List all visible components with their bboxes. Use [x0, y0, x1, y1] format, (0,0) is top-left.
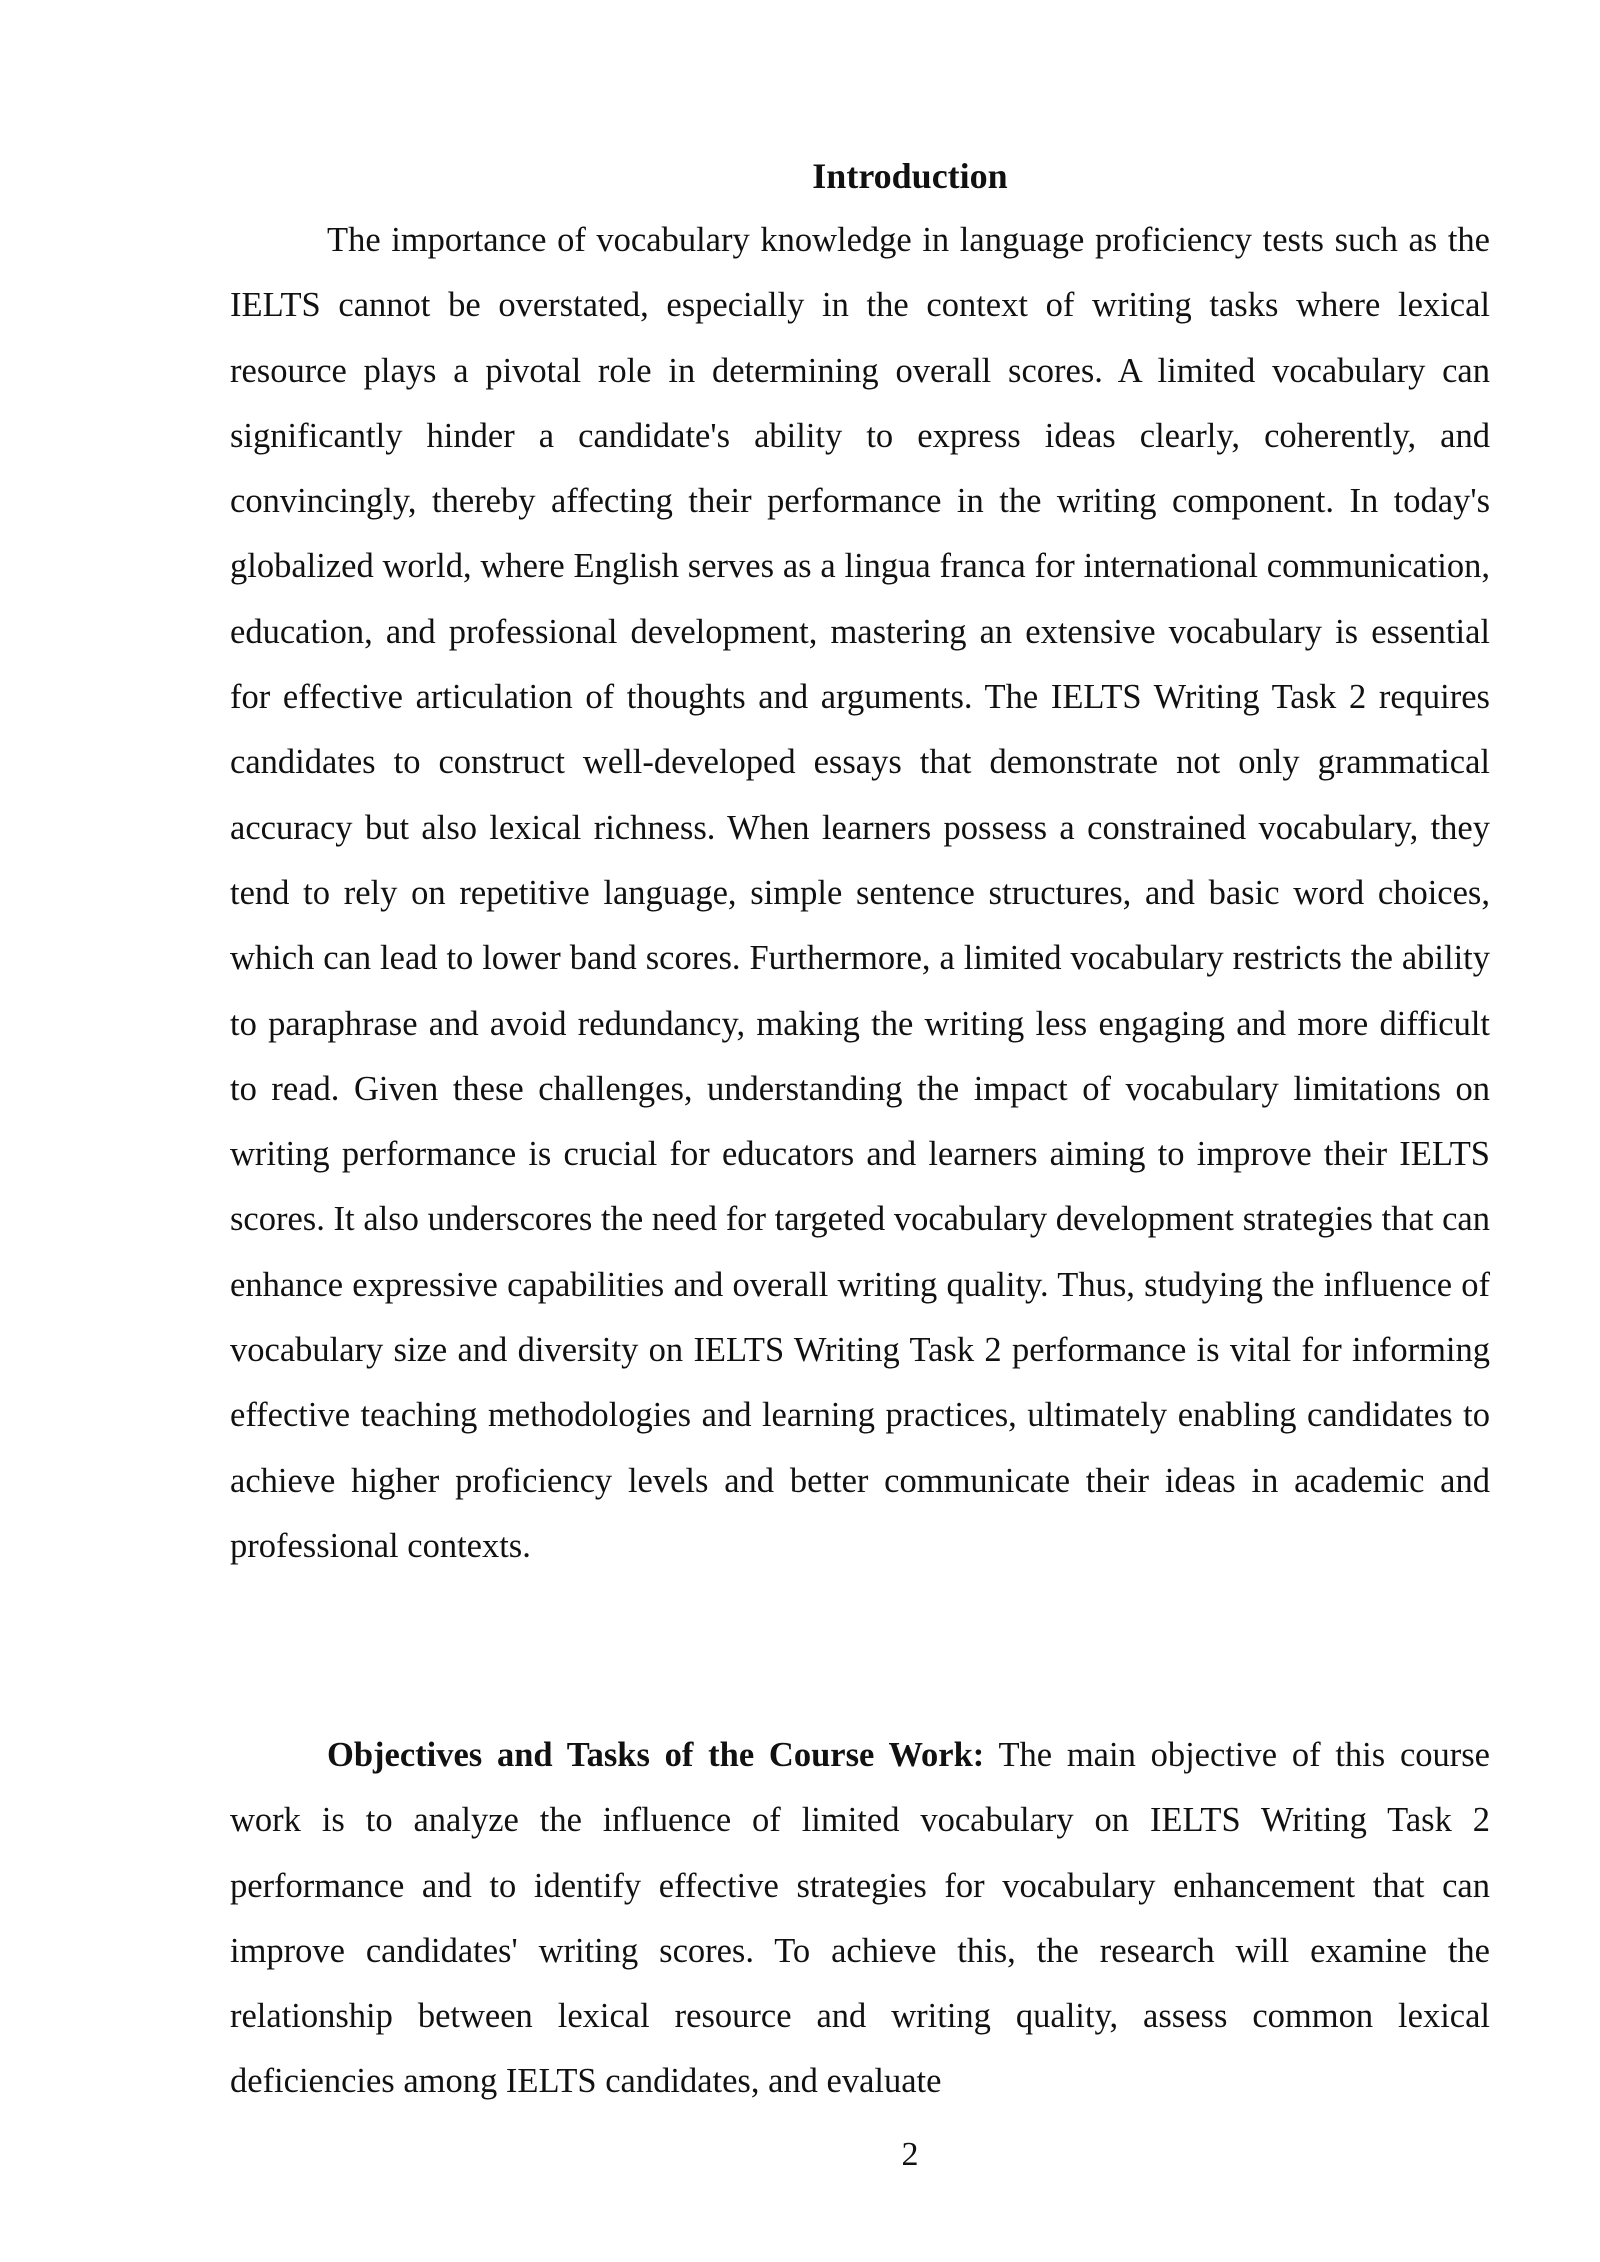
objectives-paragraph-text: The main objective of this course work is to analyze the influence of limited vocabulary on IELTS Writing Task 2 performance and to identify effective strategies for vocabulary enhancement that can improve candidates' writing scores. To achieve this, the research will examine the relationship between lexical resource and writing quality, assess common lexical deficiencies among IELTS candidates, and evaluate: [230, 1736, 1490, 2101]
objectives-run-in-heading: Objectives and Tasks of the Course Work:: [327, 1736, 985, 1774]
section-heading: Introduction: [812, 156, 1008, 196]
page-number: 2: [901, 2136, 919, 2173]
introduction-paragraph: The importance of vocabulary knowledge in language proficiency tests such as the IELTS cannot be overstated, especially in the context of writing tasks where lexical resource plays a pivotal role in determining overall scores. A limited vocabulary can significantly hinder a candidate's ability to express ideas clearly, coherently, and convincingly, thereby affecting their performance in the writing component. In today's globalized world, where English serves as a lingua franca for international communication, education, and professional development, mastering an extensive vocabulary is essential for effective articulation of thoughts and arguments. The IELTS Writing Task 2 requires candidates to construct well-developed essays that demonstrate not only grammatical accuracy but also lexical richness. When learners possess a constrained vocabulary, they tend to rely on repetitive language, simple sentence structures, and basic word choices, which can lead to lower band scores. Furthermore, a limited vocabulary restricts the ability to paraphrase and avoid redundancy, making the writing less engaging and more difficult to read. Given these challenges, understanding the impact of vocabulary limitations on writing performance is crucial for educators and learners aiming to improve their IELTS scores. It also underscores the need for targeted vocabulary development strategies that can enhance expressive capabilities and overall writing quality. Thus, studying the influence of vocabulary size and diversity on IELTS Writing Task 2 performance is vital for informing effective teaching methodologies and learning practices, ultimately enabling candidates to achieve higher proficiency levels and better communicate their ideas in academic and professional contexts.: [230, 221, 1490, 1565]
objectives-paragraph: [230, 1723, 1490, 2115]
